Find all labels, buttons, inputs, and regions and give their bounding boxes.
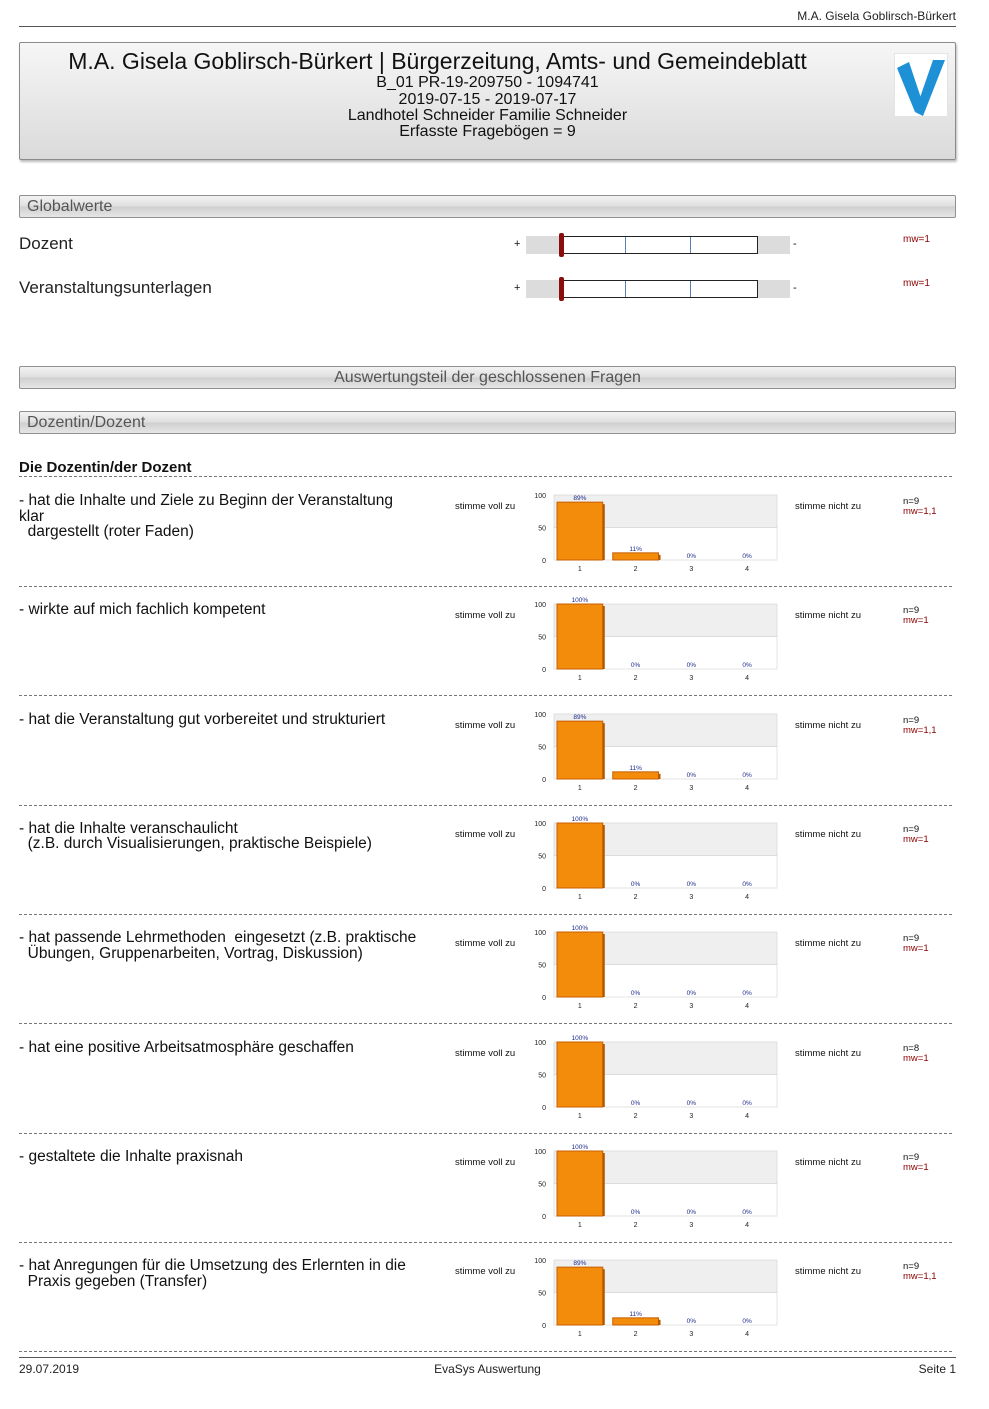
dashed-divider bbox=[19, 1133, 952, 1134]
bar-chart bbox=[525, 1250, 785, 1342]
bar-shadow bbox=[659, 773, 661, 778]
data-label: 100% bbox=[571, 597, 589, 605]
data-label: 0% bbox=[630, 662, 641, 670]
report-dates: 2019-07-15 - 2019-07-17 bbox=[398, 91, 577, 108]
x-tick-label: 4 bbox=[745, 1112, 750, 1120]
data-label: 0% bbox=[742, 1208, 752, 1216]
section-dozent-title: Dozentin/Dozent bbox=[27, 414, 146, 431]
x-tick-label: 2 bbox=[633, 1112, 638, 1120]
bar-shadow bbox=[603, 1153, 605, 1216]
y-tick-label: 100 bbox=[534, 602, 546, 610]
data-label: 0% bbox=[686, 1318, 697, 1326]
x-tick-label: 4 bbox=[745, 1331, 750, 1339]
x-tick-label: 2 bbox=[633, 784, 638, 792]
bar-shadow bbox=[603, 606, 605, 669]
bar bbox=[557, 604, 603, 669]
group-title: Die Dozentin/der Dozent bbox=[19, 459, 192, 476]
bar bbox=[557, 1042, 603, 1107]
x-tick-label: 3 bbox=[689, 784, 694, 792]
x-tick-label: 1 bbox=[577, 1003, 582, 1011]
dashed-divider bbox=[19, 476, 952, 477]
x-tick-label: 4 bbox=[745, 1221, 750, 1229]
scale-left-label: stimme voll zu bbox=[455, 938, 516, 950]
x-tick-label: 1 bbox=[577, 1331, 582, 1339]
scale-plus-sign: + bbox=[514, 238, 521, 250]
dashed-divider bbox=[19, 695, 952, 696]
x-tick-label: 3 bbox=[689, 1003, 694, 1011]
mean-value: mw=1,1 bbox=[903, 1271, 937, 1283]
x-tick-label: 2 bbox=[633, 1221, 638, 1229]
data-label: 0% bbox=[742, 990, 752, 998]
x-tick-label: 1 bbox=[577, 1112, 582, 1120]
scale-right-label: stimme nicht zu bbox=[795, 1266, 861, 1278]
data-label: 11% bbox=[629, 545, 642, 553]
scale-tick bbox=[625, 281, 626, 297]
data-label: 0% bbox=[686, 662, 697, 670]
x-tick-label: 3 bbox=[689, 1331, 694, 1339]
x-tick-label: 2 bbox=[633, 1331, 638, 1339]
footer-date: 29.07.2019 bbox=[19, 1362, 80, 1376]
section-globalwerte bbox=[19, 195, 956, 218]
bar-chart bbox=[525, 704, 785, 796]
scale-tick bbox=[625, 237, 626, 253]
y-tick-label: 50 bbox=[538, 634, 546, 642]
y-tick-label: 0 bbox=[542, 776, 546, 784]
x-tick-label: 3 bbox=[689, 1112, 694, 1120]
scale-left-label: stimme voll zu bbox=[455, 501, 516, 512]
dashed-divider bbox=[19, 914, 952, 915]
bar bbox=[557, 823, 603, 888]
data-label: 89% bbox=[573, 495, 587, 503]
dashed-divider bbox=[19, 1242, 952, 1243]
data-label: 0% bbox=[630, 1099, 641, 1107]
scale-right-label: stimme nicht zu bbox=[795, 1156, 861, 1168]
question-text: - hat passende Lehrmethoden eingesetzt (z.B. praktische Übungen, Gruppenarbeiten, Vortrag, Diskussion) bbox=[19, 929, 417, 962]
data-label: 100% bbox=[571, 1034, 589, 1042]
bar bbox=[557, 502, 603, 560]
y-tick-label: 100 bbox=[534, 493, 546, 500]
footer-divider bbox=[19, 1357, 956, 1358]
dashed-divider bbox=[19, 805, 952, 806]
scale-left-label: stimme voll zu bbox=[455, 719, 516, 731]
y-tick-label: 100 bbox=[534, 1258, 546, 1266]
top-divider bbox=[19, 26, 956, 27]
bar-chart bbox=[525, 813, 785, 905]
section-dozent bbox=[19, 411, 956, 434]
footer-center: EvaSys Auswertung bbox=[434, 1362, 541, 1376]
y-tick-label: 0 bbox=[542, 1323, 546, 1331]
bar-chart bbox=[525, 922, 785, 1014]
x-tick-label: 1 bbox=[577, 893, 582, 901]
data-label: 0% bbox=[686, 771, 697, 779]
scale-left-label: stimme voll zu bbox=[455, 828, 516, 840]
section-globalwerte-title: Globalwerte bbox=[27, 198, 113, 215]
y-tick-label: 50 bbox=[538, 744, 546, 752]
x-tick-label: 4 bbox=[745, 893, 750, 901]
bar-shadow bbox=[603, 825, 605, 888]
bar bbox=[613, 771, 659, 778]
scale-plus-sign: + bbox=[514, 282, 521, 294]
bar-chart bbox=[525, 1141, 785, 1233]
y-tick-label: 50 bbox=[538, 1072, 546, 1079]
y-tick-label: 100 bbox=[534, 1148, 546, 1156]
section-closed-questions-title: Auswertungsteil der geschlossenen Fragen bbox=[334, 369, 641, 386]
y-tick-label: 0 bbox=[542, 885, 546, 893]
evasys-logo bbox=[894, 53, 948, 117]
scale-left-label: stimme voll zu bbox=[455, 1156, 516, 1168]
x-tick-label: 4 bbox=[745, 1003, 750, 1011]
data-label: 0% bbox=[686, 880, 697, 888]
data-label: 0% bbox=[630, 880, 641, 888]
dashed-divider bbox=[19, 1351, 952, 1352]
y-tick-label: 100 bbox=[534, 930, 546, 938]
question-text: - hat die Veranstaltung gut vorbereitet und strukturiert bbox=[19, 710, 386, 728]
global-mean-value: mw=1 bbox=[903, 278, 930, 289]
bar-shadow bbox=[659, 555, 661, 560]
mean-value: mw=1,1 bbox=[903, 724, 937, 736]
dashed-divider bbox=[19, 586, 952, 587]
report-location: Landhotel Schneider Familie Schneider bbox=[347, 107, 628, 124]
scale-tick bbox=[690, 237, 691, 253]
response-count: n=9 bbox=[903, 1151, 920, 1163]
x-tick-label: 3 bbox=[689, 566, 694, 573]
x-tick-label: 1 bbox=[577, 1221, 582, 1229]
x-tick-label: 3 bbox=[689, 675, 694, 683]
scale-right-label: stimme nicht zu bbox=[795, 938, 861, 950]
report-header bbox=[19, 42, 956, 160]
scale-minus-sign: - bbox=[793, 238, 797, 250]
report-title: M.A. Gisela Goblirsch-Bürkert | Bürgerzeitung, Amts- und Gemeindeblatt bbox=[68, 48, 807, 74]
data-label: 100% bbox=[571, 815, 589, 823]
data-label: 100% bbox=[571, 925, 589, 933]
data-label: 0% bbox=[630, 990, 641, 998]
bar-shadow bbox=[603, 504, 605, 560]
response-count: n=9 bbox=[903, 1261, 920, 1273]
response-count: n=9 bbox=[903, 496, 920, 507]
scale-left-label: stimme voll zu bbox=[455, 610, 516, 622]
global-label: Veranstaltungsunterlagen bbox=[19, 278, 212, 297]
data-label: 0% bbox=[742, 1099, 752, 1107]
profile-scale-box bbox=[561, 280, 758, 298]
bar-shadow bbox=[603, 1269, 605, 1325]
response-count: n=8 bbox=[903, 1042, 920, 1054]
question-text: - hat die Inhalte und Ziele zu Beginn der Veranstaltung klar dargestellt (roter Faden) bbox=[19, 492, 393, 540]
mean-marker bbox=[559, 233, 564, 257]
x-tick-label: 4 bbox=[745, 675, 750, 683]
y-tick-label: 100 bbox=[534, 820, 546, 828]
y-tick-label: 50 bbox=[538, 853, 546, 861]
data-label: 11% bbox=[629, 764, 642, 772]
y-tick-label: 50 bbox=[538, 962, 546, 970]
bar bbox=[613, 553, 659, 560]
footer-page: Seite 1 bbox=[918, 1362, 956, 1376]
x-tick-label: 2 bbox=[633, 893, 638, 901]
data-label: 0% bbox=[630, 1208, 641, 1216]
x-tick-label: 2 bbox=[633, 566, 638, 573]
dashed-divider bbox=[19, 1023, 952, 1024]
scale-right-label: stimme nicht zu bbox=[795, 1047, 861, 1059]
scale-right-label: stimme nicht zu bbox=[795, 719, 861, 731]
data-label: 0% bbox=[742, 553, 752, 560]
response-count: n=9 bbox=[903, 823, 920, 835]
mean-value: mw=1 bbox=[903, 943, 929, 955]
y-tick-label: 0 bbox=[542, 1213, 546, 1221]
y-tick-label: 50 bbox=[538, 1290, 546, 1298]
report-code: B_01 PR-19-209750 - 1094741 bbox=[376, 74, 599, 91]
bar-chart bbox=[525, 1032, 785, 1124]
bar-shadow bbox=[603, 723, 605, 779]
question-text: - hat die Inhalte veranschaulicht (z.B. durch Visualisierungen, praktische Beispiele) bbox=[19, 819, 372, 853]
scale-tick bbox=[690, 281, 691, 297]
y-tick-label: 50 bbox=[538, 525, 546, 533]
x-tick-label: 3 bbox=[689, 1221, 694, 1229]
x-tick-label: 2 bbox=[633, 675, 638, 683]
mean-marker bbox=[559, 277, 564, 301]
data-label: 0% bbox=[742, 662, 752, 670]
x-tick-label: 1 bbox=[577, 784, 582, 792]
bar bbox=[557, 932, 603, 997]
global-mean-value: mw=1 bbox=[903, 234, 930, 245]
mean-value: mw=1,1 bbox=[903, 506, 937, 517]
scale-right-label: stimme nicht zu bbox=[795, 828, 861, 840]
mean-value: mw=1 bbox=[903, 1052, 929, 1064]
global-label: Dozent bbox=[19, 234, 73, 253]
bar bbox=[557, 1267, 603, 1325]
question-text: - wirkte auf mich fachlich kompetent bbox=[19, 601, 266, 619]
profile-scale-box bbox=[561, 236, 758, 254]
bar bbox=[557, 721, 603, 779]
data-label: 0% bbox=[742, 880, 752, 888]
data-label: 0% bbox=[686, 553, 697, 560]
bar-shadow bbox=[603, 1044, 605, 1107]
y-tick-label: 50 bbox=[538, 1181, 546, 1189]
scale-left-label: stimme voll zu bbox=[455, 1047, 516, 1059]
mean-value: mw=1 bbox=[903, 833, 929, 845]
response-count: n=9 bbox=[903, 933, 920, 945]
top-author-name: M.A. Gisela Goblirsch-Bürkert bbox=[797, 9, 956, 23]
y-tick-label: 0 bbox=[542, 667, 546, 675]
x-tick-label: 2 bbox=[633, 1003, 638, 1011]
data-label: 89% bbox=[573, 1260, 587, 1268]
y-tick-label: 0 bbox=[542, 558, 546, 565]
y-tick-label: 0 bbox=[542, 995, 546, 1003]
data-label: 100% bbox=[571, 1143, 589, 1151]
scale-right-label: stimme nicht zu bbox=[795, 610, 861, 622]
x-tick-label: 4 bbox=[745, 784, 750, 792]
response-count: n=9 bbox=[903, 605, 920, 617]
bar-chart bbox=[525, 485, 785, 577]
x-tick-label: 4 bbox=[745, 566, 750, 573]
data-label: 89% bbox=[573, 713, 587, 721]
question-text: - hat eine positive Arbeitsatmosphäre geschaffen bbox=[19, 1038, 354, 1056]
question-text: - hat Anregungen für die Umsetzung des Erlernten in die Praxis gegeben (Transfer) bbox=[19, 1257, 406, 1290]
question-text: - gestaltete die Inhalte praxisnah bbox=[19, 1147, 244, 1165]
mean-value: mw=1 bbox=[903, 1161, 929, 1173]
bar bbox=[557, 1151, 603, 1216]
section-closed-questions bbox=[19, 366, 956, 389]
scale-minus-sign: - bbox=[793, 282, 797, 294]
data-label: 0% bbox=[686, 990, 697, 998]
y-tick-label: 100 bbox=[534, 711, 546, 719]
data-label: 0% bbox=[742, 771, 752, 779]
bar-shadow bbox=[659, 1320, 661, 1325]
report-count: Erfasste Fragebögen = 9 bbox=[399, 123, 576, 140]
data-label: 11% bbox=[629, 1310, 642, 1318]
response-count: n=9 bbox=[903, 714, 920, 726]
x-tick-label: 1 bbox=[577, 566, 582, 573]
y-tick-label: 100 bbox=[534, 1039, 546, 1047]
data-label: 0% bbox=[742, 1318, 752, 1326]
x-tick-label: 3 bbox=[689, 893, 694, 901]
mean-value: mw=1 bbox=[903, 615, 929, 627]
scale-left-label: stimme voll zu bbox=[455, 1266, 516, 1278]
bar bbox=[613, 1318, 659, 1325]
data-label: 0% bbox=[686, 1208, 697, 1216]
y-tick-label: 0 bbox=[542, 1104, 546, 1112]
bar-shadow bbox=[603, 934, 605, 997]
bar-chart bbox=[525, 594, 785, 686]
scale-right-label: stimme nicht zu bbox=[795, 501, 861, 512]
data-label: 0% bbox=[686, 1099, 697, 1107]
x-tick-label: 1 bbox=[577, 675, 582, 683]
